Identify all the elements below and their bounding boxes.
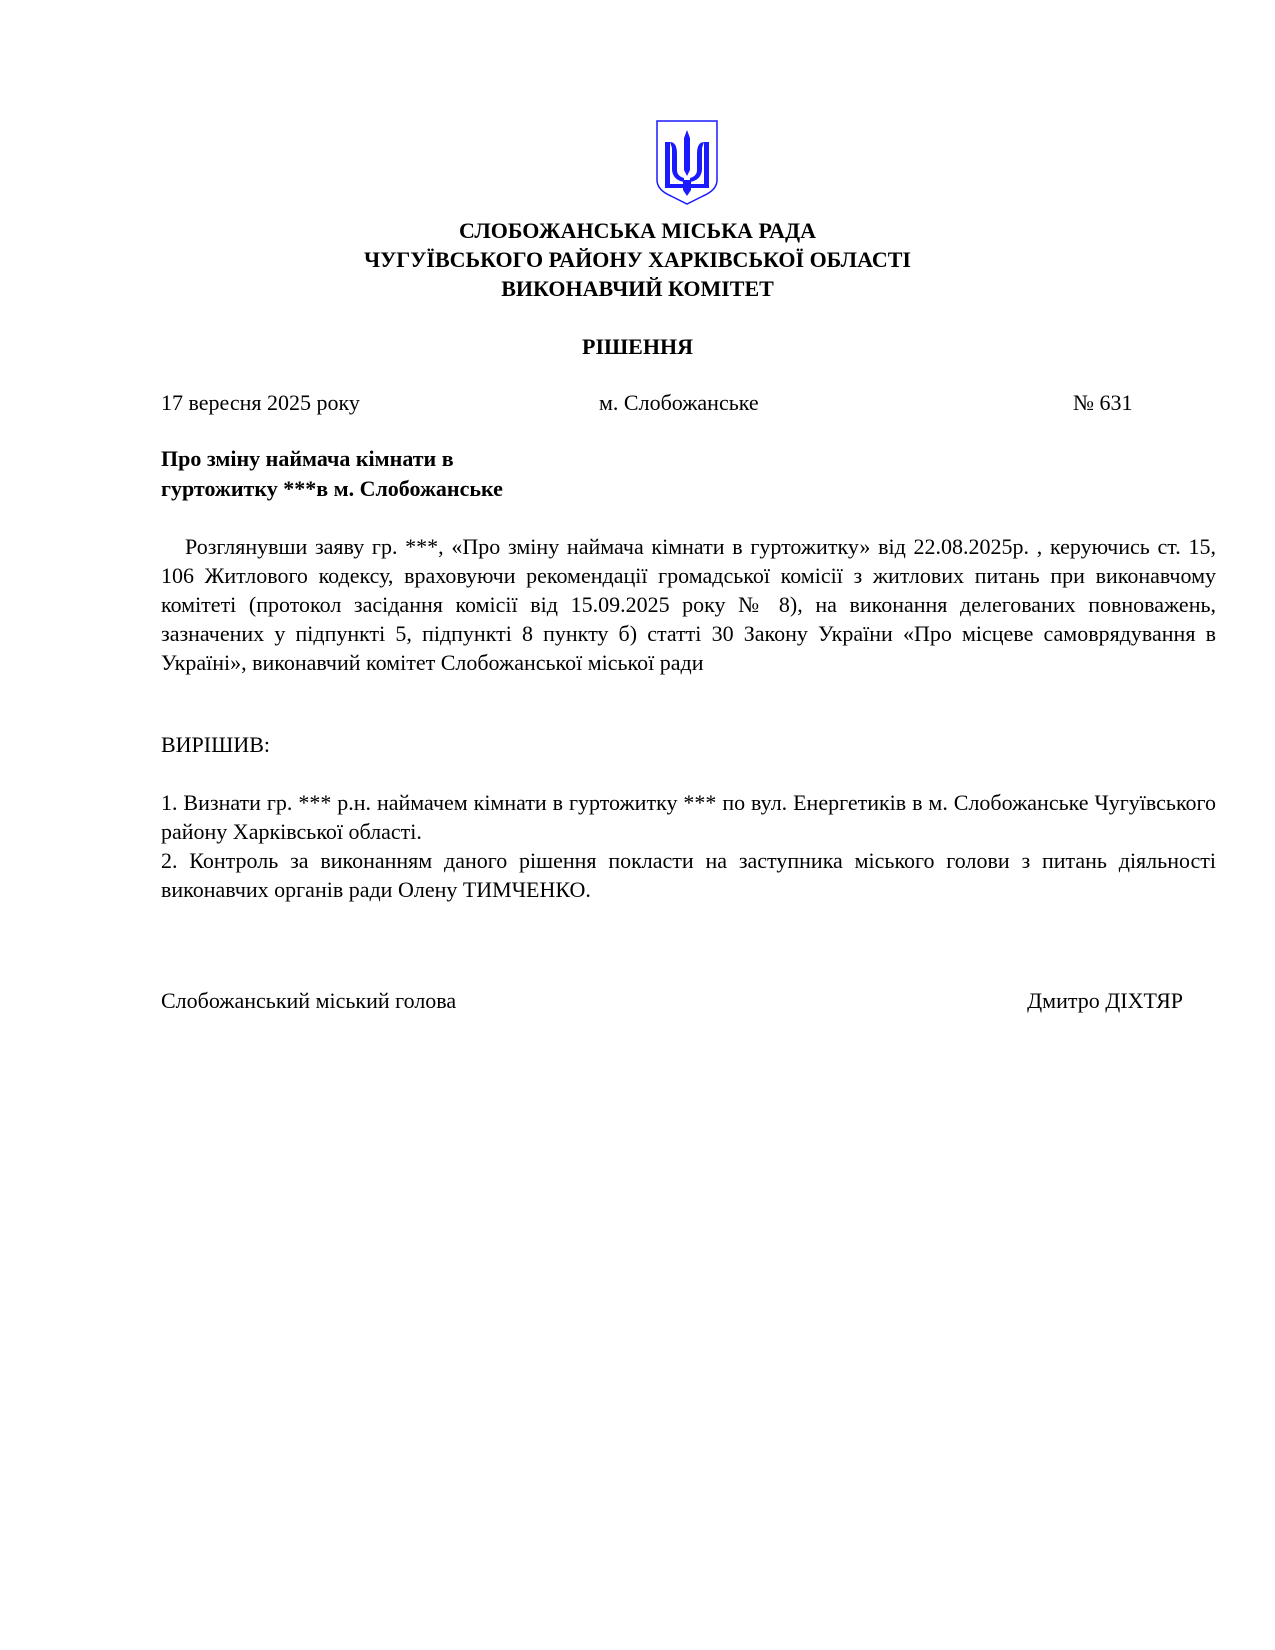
signatory-name: Дмитро ДІХТЯР: [1027, 988, 1183, 1013]
signatory-position: Слобожанський міський голова: [161, 988, 457, 1013]
decision-items: [161, 788, 1216, 904]
document-date: 17 вересня 2025 року: [161, 390, 360, 415]
document-subject: [161, 444, 761, 504]
document-type-title: РІШЕННЯ: [582, 334, 693, 359]
subject-line-1: Про зміну наймача кімнати в: [161, 446, 454, 471]
coat-of-arms-icon: [653, 118, 721, 206]
document-number: № 631: [1073, 390, 1133, 415]
decision-item-1: 1. Визнати гр. *** р.н. наймачем кімнати в гуртожитку *** по вул. Енергетиків в м. Слобожанське Чугуївського району Харківської області.: [161, 790, 1216, 844]
preamble-paragraph: Розглянувши заяву гр. ***, «Про зміну наймача кімнати в гуртожитку» від 22.08.2025р. , керуючись ст. 15, 106 Житлового кодексу, враховуючи рекомендації громадської комісії з житлових питань при виконавчому комітеті (протокол засідання комісії від 15.09.2025 року № 8), на виконання делегованих повноважень, зазначених у підпункті 5, підпункті 8 пункту б) статті 30 Закону України «Про місцеве самоврядування в Україні», виконавчий комітет Слобожанської міської ради: [161, 534, 1216, 675]
decided-label: ВИРІШИВ:: [161, 732, 270, 757]
document-place: м. Слобожанське: [599, 390, 759, 415]
district-name: ЧУГУЇВСЬКОГО РАЙОНУ ХАРКІВСЬКОЇ ОБЛАСТІ: [363, 247, 911, 272]
decision-item-2: 2. Контроль за виконанням даного рішення покласти на заступника міського голови з питань діяльності виконавчих органів ради Олену ТИМЧЕНКО.: [161, 848, 1216, 902]
subject-line-2: гуртожитку ***в м. Слобожанське: [161, 476, 503, 501]
committee-name: ВИКОНАВЧИЙ КОМІТЕТ: [501, 276, 774, 301]
council-name: СЛОБОЖАНСЬКА МІСЬКА РАДА: [459, 218, 816, 243]
